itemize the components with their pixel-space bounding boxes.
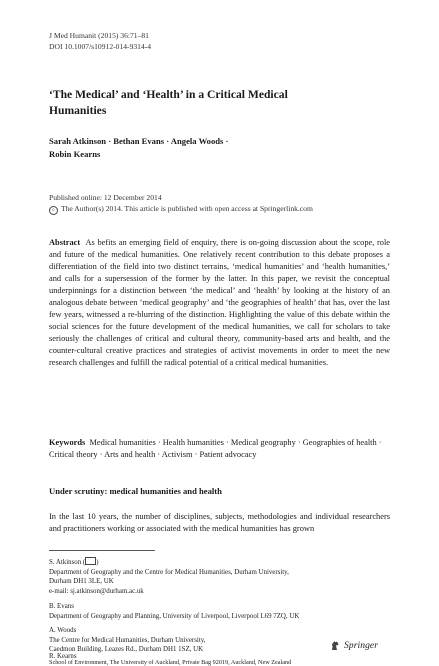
springer-horse-icon	[330, 640, 340, 651]
keywords-text: Medical humanities · Health humanities · Medical geography · Geographies of health · Critical theory · Arts and health · Activism · Patient advocacy	[49, 438, 382, 460]
authors-line: Robin Kearns	[49, 148, 101, 159]
title-line: Humanities	[49, 103, 107, 117]
affiliation-evans	[49, 602, 409, 621]
affiliation-line: Caedmon Building, Leazes Rd., Durham DH1 1SZ, UK	[49, 646, 204, 654]
license-text: The Author(s) 2014. This article is published with open access at Springerlink.com	[61, 203, 313, 213]
affiliation-name: B. Evans	[49, 603, 74, 610]
publication-info	[49, 193, 313, 215]
abstract	[49, 237, 390, 370]
license-line	[49, 204, 313, 215]
affiliation-name: R. Kearns	[49, 653, 77, 660]
affiliation-line: Department of Geography and Planning, University of Liverpool, Liverpool L69 7ZQ, UK	[49, 612, 300, 620]
affiliation-line: Department of Geography and the Centre for Medical Humanities, Durham University,	[49, 568, 289, 576]
keywords-label: Keywords	[49, 438, 86, 447]
affiliation-line: Durham DH1 3LE, UK	[49, 578, 114, 586]
article-title	[49, 87, 379, 118]
envelope-icon	[85, 557, 96, 565]
abstract-label: Abstract	[49, 238, 81, 247]
affiliation-name: S. Atkinson ( )	[49, 559, 99, 566]
publisher-name: Springer	[344, 640, 379, 651]
affiliation-email: e-mail: sj.atkinson@durham.ac.uk	[49, 587, 144, 595]
doi: DOI 10.1007/s10912-014-9314-4	[49, 42, 152, 51]
footnote-divider	[49, 550, 155, 551]
authors-line: Sarah Atkinson · Bethan Evans · Angela Woods ·	[49, 136, 229, 146]
journal-citation: J Med Humanit (2015) 36:71–81	[49, 31, 149, 40]
published-date: Published online: 12 December 2014	[49, 193, 162, 202]
affiliation-atkinson	[49, 557, 409, 596]
publisher-logo	[330, 640, 378, 651]
copyright-icon: c	[49, 206, 58, 215]
affiliation-name: A. Woods	[49, 627, 77, 634]
abstract-text: As befits an emerging field of enquiry, there is on-going discussion about the scope, role and future of the medical humanities. One relatively recent contribution to this debate proposes a differentiation of the field into two distinct terrains, ‘medical humanities’ and ‘health humanities,’ and calls for a supersession of the former by the latter. In this paper, we revisit the conceptual underpinnings for a distinction between ‘the medical’ and ‘health’ by looking at the history of an analogous debate between ‘medical geography’ and ‘the geographies of health’ that has, over the last few years, witnessed a re-blurring of the distinction. Highlighting the value of this debate within the social sciences for the future development of the medical humanities, we call for scholars to take seriously the challenges of critical and cultural theory, community-based arts and health, and the counter-cultural creative practices and strategies of activist movements in order to meet the new research challenges and fulfill the radical potential of a critical medical humanities.	[49, 238, 391, 368]
section-heading: Under scrutiny: medical humanities and health	[49, 486, 222, 496]
title-line: ‘The Medical’ and ‘Health’ in a Critical Medical	[49, 88, 288, 101]
body-paragraph: In the last 10 years, the number of disciplines, subjects, methodologies and individual researchers and practitioners working or associated with the medical humanities has grown	[49, 512, 390, 534]
affiliation-line: School of Environment, The University of Auckland, Private Bag 92019, Auckland, New Zealand	[49, 659, 292, 666]
author-list	[49, 135, 379, 160]
affiliation-line: The Centre for Medical Humanities, Durham University,	[49, 636, 206, 644]
keywords	[49, 437, 390, 461]
affiliation-kearns-address	[49, 660, 409, 666]
